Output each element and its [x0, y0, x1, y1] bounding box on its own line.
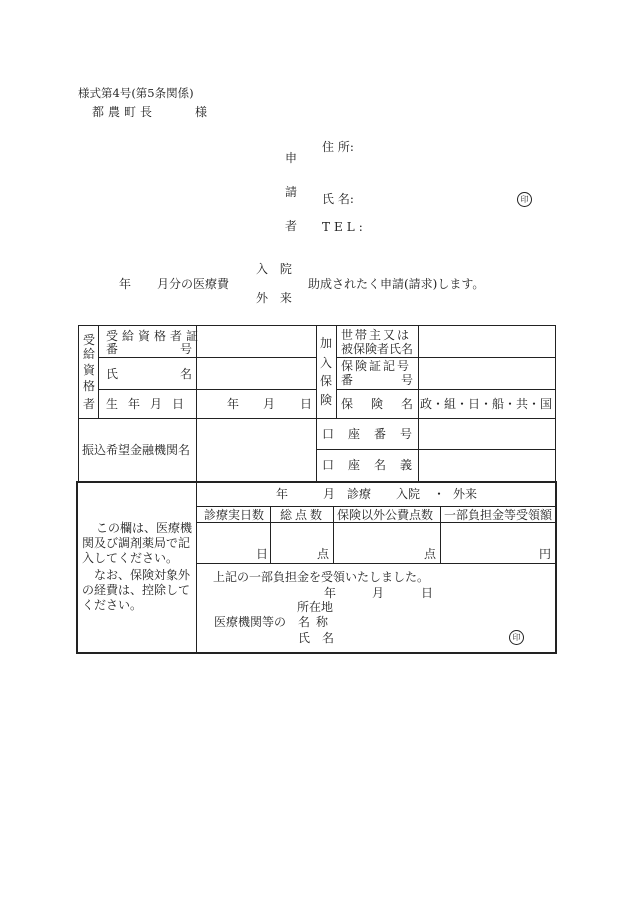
institution-seal-icon: 印	[509, 630, 524, 645]
insurance-label-2: 入	[320, 356, 333, 370]
note-line-2: 関及び調剤薬局で記	[82, 536, 191, 550]
insurance-label-1: 加	[320, 336, 333, 350]
holder-label-line1: 世帯主又は	[341, 328, 412, 342]
bank-name-label: 振込希望金融機関名	[82, 443, 191, 457]
col-amount: 一部負担金等受領額	[444, 508, 553, 522]
period-separator: ・	[433, 487, 446, 501]
col-public: 保険以外公費点数	[337, 508, 434, 522]
unit-points: 点	[317, 547, 330, 561]
request-year: 年	[119, 277, 132, 291]
location-label: 所在地	[297, 600, 334, 614]
receipt-day: 日	[421, 586, 434, 600]
note-line-4: なお、保険対象外	[94, 568, 191, 582]
note-line-1: この欄は、医療機	[96, 521, 193, 535]
person-name-label: 氏名	[298, 631, 347, 645]
insurance-label-3: 保	[320, 374, 333, 388]
cert-number-label-ban: 番	[106, 342, 119, 356]
cert-number-label-go: 号	[179, 342, 192, 356]
unit-public: 点	[424, 547, 437, 561]
applicant-label-1: 申	[285, 151, 298, 165]
col-days: 診療実日数	[204, 508, 265, 522]
insurance-type-label: 保 険 名	[341, 397, 413, 411]
birth-month-unit: 月	[263, 397, 276, 411]
applicant-label-3: 者	[285, 219, 298, 233]
insurance-cert-label-line2: 番 号	[341, 373, 413, 387]
address-label: 住 所:	[322, 140, 354, 154]
note-line-3: 入してください。	[82, 551, 179, 565]
birth-date-label: 生年月日	[106, 397, 195, 411]
insurance-type-options: 政・組・日・船・共・国	[420, 397, 553, 411]
period-month: 月	[323, 487, 336, 501]
outpatient-option: 外 来	[256, 291, 296, 305]
addressee: 都農町長	[92, 105, 157, 119]
recipient-label-2: 給	[83, 347, 96, 361]
insurance-cert-label-line1: 保険証記号	[341, 359, 412, 373]
recipient-label-4: 格	[83, 379, 96, 393]
insurance-label-4: 険	[320, 393, 333, 407]
form-number: 様式第4号(第5条関係)	[78, 86, 194, 100]
inpatient-option: 入 院	[256, 262, 296, 276]
note-line-5: の経費は、控除して	[82, 583, 191, 597]
applicant-label-2: 請	[285, 185, 298, 199]
unit-amount: 円	[539, 547, 552, 561]
institution-name-label: 名称	[298, 615, 335, 629]
col-points: 総点数	[280, 508, 326, 522]
note-line-6: ください。	[82, 598, 143, 612]
recipient-label-5: 者	[83, 397, 96, 411]
name-label: 氏 名:	[322, 192, 354, 206]
recipient-label-3: 資	[83, 363, 96, 377]
cert-number-label-line1: 受給資格者証	[106, 329, 203, 343]
seal-icon: 印	[517, 192, 532, 207]
period-inpatient: 入院	[396, 487, 421, 501]
receipt-month: 月	[372, 586, 385, 600]
holder-label-line2: 被保険者氏名	[341, 342, 414, 356]
recipient-name-label: 氏 名	[106, 367, 192, 381]
tel-label: TEL:	[322, 220, 367, 234]
period-year: 年	[276, 487, 289, 501]
receipt-text: 上記の一部負担金を受領いたしました。	[213, 570, 430, 584]
account-number-label: 口 座 番 号	[322, 427, 412, 441]
unit-days: 日	[256, 547, 269, 561]
cert-number-label-line2	[106, 343, 192, 355]
recipient-label-1: 受	[83, 333, 96, 347]
birth-day-unit: 日	[300, 397, 313, 411]
birth-year-unit: 年	[227, 397, 240, 411]
institution-prefix: 医療機関等の	[214, 615, 287, 629]
request-sentence: 助成されたく申請(請求)します。	[308, 277, 485, 291]
period-label: 診療	[347, 487, 372, 501]
honorific: 様	[195, 105, 208, 119]
period-outpatient: 外来	[453, 487, 478, 501]
account-name-label: 口 座 名 義	[322, 458, 412, 472]
receipt-year: 年	[324, 586, 337, 600]
request-month: 月分の医療費	[157, 277, 230, 291]
